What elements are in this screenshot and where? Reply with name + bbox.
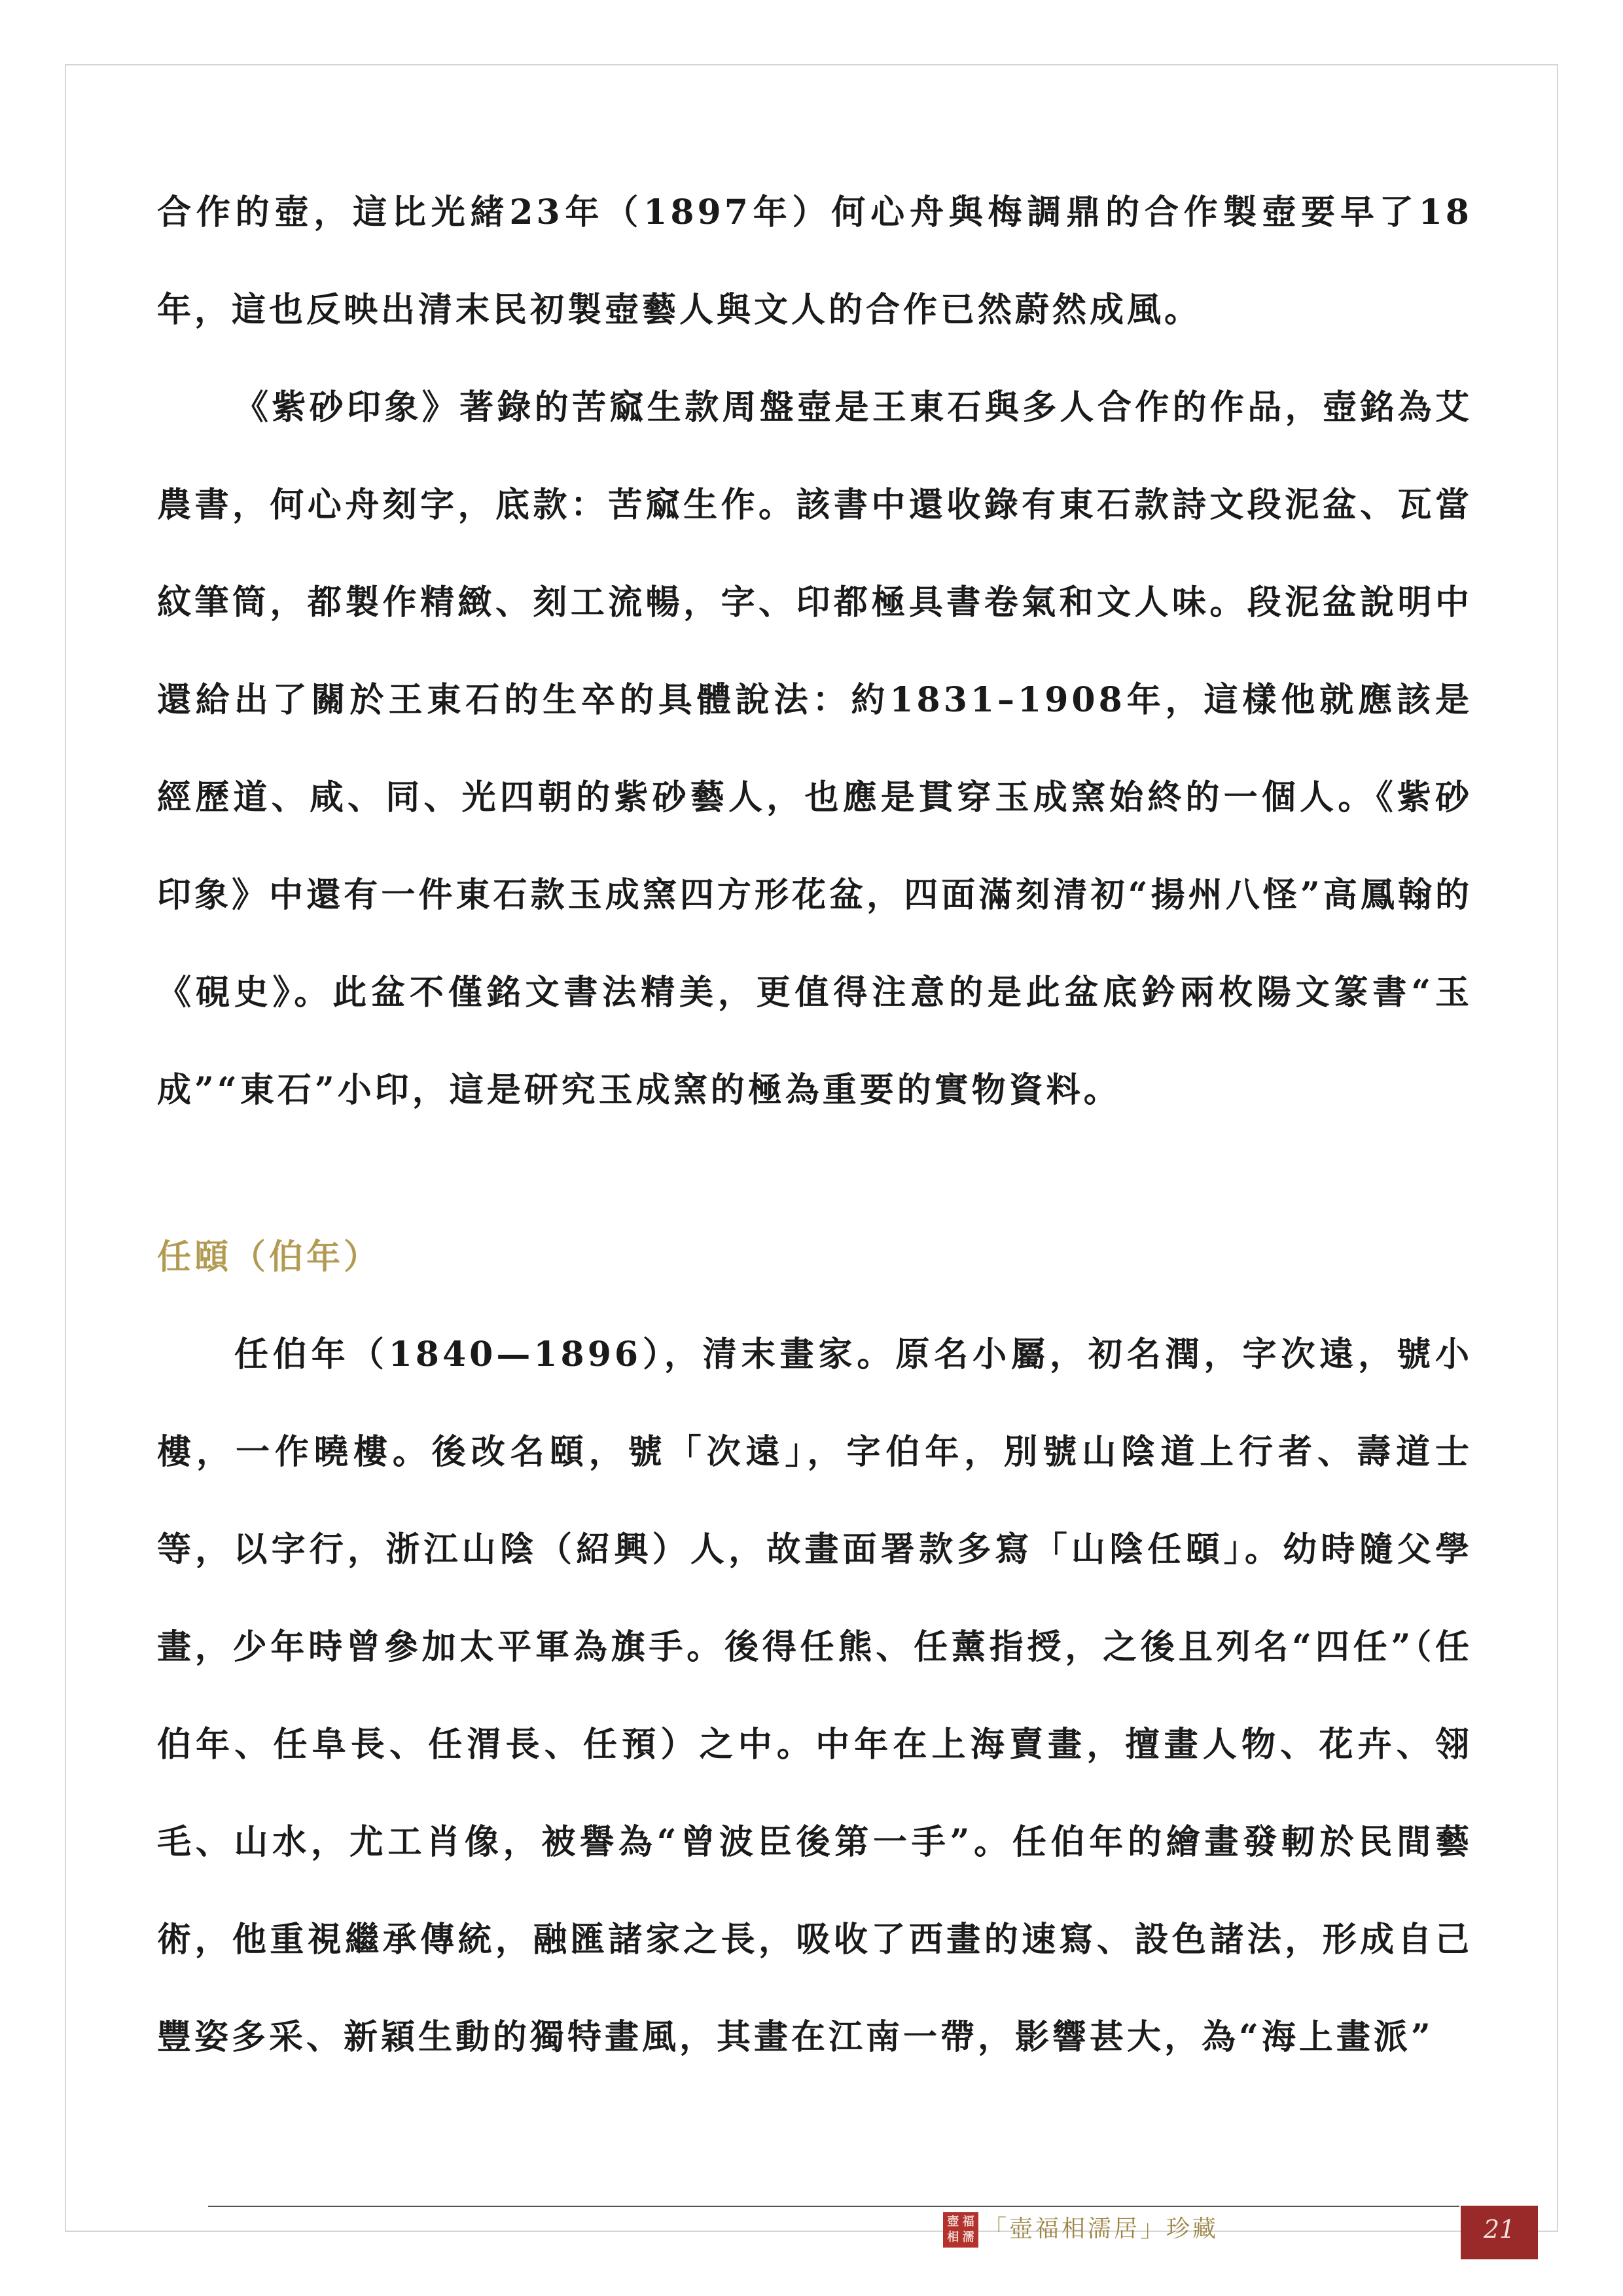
footer-collection-text: 「壺福相濡居」珍藏	[983, 2215, 1219, 2242]
paragraph-ren-bonian: 任伯年（1840—1896），清末畫家。原名小屬，初名潤，字次遠，號小樓，一作曉樓。後改名頤，號「次遠」，字伯年，別號山陰道上行者、壽道士等，以字行，浙江山陰（紹興）人，故畫面署款多寫「山陰任頤」。幼時隨父學畫，少年時曾參加太平軍為旗手。後得任熊、任薰指授，之後且列名“四任”（任伯年、任阜長、任渭長、任預）之中。中年在上海賣畫，擅畫人物、花卉、翎毛、山水，尤工肖像，被譽為“曾波臣後第一手”。任伯年的繪畫發軔於民間藝術，他重視繼承傳統，融匯諸家之長，吸收了西畫的速寫、設色諸法，形成自己豐姿多采、新穎生動的獨特畫風，其畫在江南一帶，影響甚大，為“海上畫派”	[157, 1335, 1472, 2057]
seal-char: 壺	[947, 2215, 959, 2229]
paragraph-zisha-impression: 《紫砂印象》著錄的苦窳生款周盤壺是王東石與多人合作的作品，壺銘為艾農書，何心舟刻字，底款：苦窳生作。該書中還收錄有東石款詩文段泥盆、瓦當紋筆筒，都製作精緻、刻工流暢，字、印都極具書卷氣和文人味。段泥盆說明中還給出了關於王東石的生卒的具體說法：約1831–1908年，這樣他就應該是經歷道、咸、同、光四朝的紫砂藝人，也應是貫穿玉成窯始終的一個人。《紫砂印象》中還有一件東石款玉成窯四方形花盆，四面滿刻清初“揚州八怪”高鳳翰的《硯史》。此盆不僅銘文書法精美，更值得注意的是此盆底鈐兩枚陽文篆書“玉成”“東石”小印，這是研究玉成窯的極為重要的實物資料。	[157, 387, 1472, 1110]
seal-char: 相	[947, 2230, 959, 2244]
seal-char: 福	[962, 2215, 974, 2229]
seal-char: 濡	[962, 2230, 974, 2244]
seal-stamp-icon	[943, 2212, 978, 2248]
paragraph-continuation: 合作的壺，這比光緒23年（1897年）何心舟與梅調鼎的合作製壺要早了18年，這也反映出清末民初製壺藝人與文人的合作已然蔚然成風。	[157, 192, 1472, 330]
page-content	[157, 164, 1472, 2086]
page-number-box	[1461, 2206, 1538, 2259]
section-heading: 任頤（伯年）	[157, 1237, 382, 1277]
footer-rule	[208, 2206, 1459, 2207]
page-number: 21	[1483, 2215, 1516, 2244]
